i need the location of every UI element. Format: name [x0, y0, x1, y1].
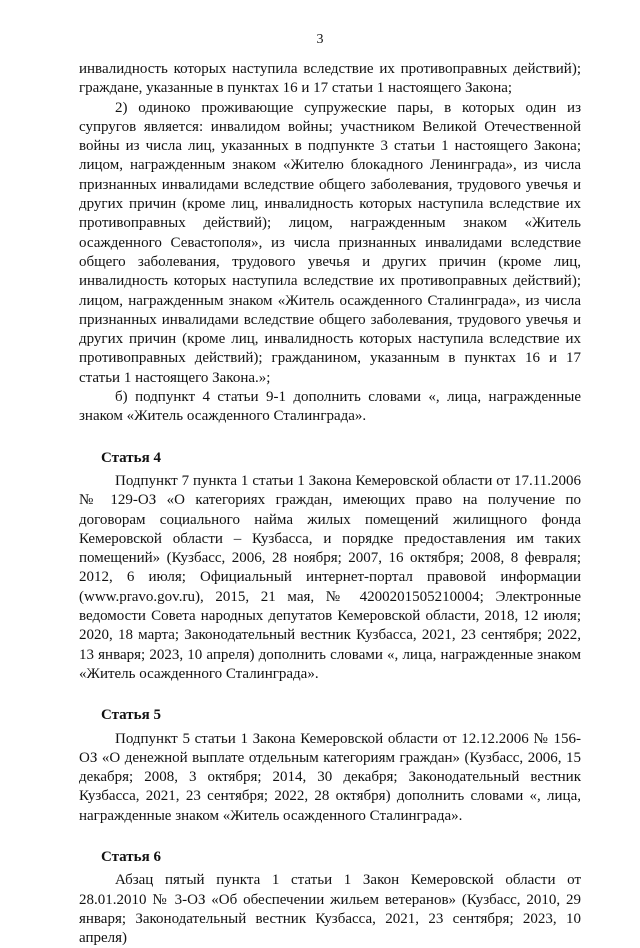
- article-heading: Статья 6: [101, 848, 161, 865]
- article-text: Подпункт 7 пункта 1 статьи 1 Закона Кемеровской области от 17.11.2006 № 129-ОЗ «О категориях граждан, имеющих право на получение по договорам социального найма жилых помещений жилищного фонда Кемеровской области – Кузбасса, и порядке предоставления им таких помещений» (Кузбасс, 2006, 28 ноября; 2007, 16 октября; 2008, 8 февраля; 2012, 6 июля; Официальный интернет-портал правовой информации (www.pravo.gov.ru), 2015, 21 мая, № 4200201505210004; Электронные ведомости Совета народных депутатов Кемеровской области, 2018, 12 июля; 2020, 18 марта; Законодательный вестник Кузбасса, 2021, 23 сентября; 2022, 13 января; 2023, 10 апреля) дополнить словами «, лица, награжденные знаком «Житель осажденного Сталинграда».: [79, 472, 581, 682]
- paragraph: б) подпункт 4 статьи 9-1 дополнить словами «, лица, награжденные знаком «Житель осажденного Сталинграда».: [79, 389, 581, 425]
- paragraph: инвалидность которых наступила вследствие их противоправных действий); граждане, указанные в пунктах 16 и 17 статьи 1 настоящего Закона;: [79, 61, 581, 97]
- page-number: 3: [316, 32, 324, 47]
- article-heading: Статья 5: [101, 707, 161, 724]
- article-text: Подпункт 5 статьи 1 Закона Кемеровской области от 12.12.2006 № 156-ОЗ «О денежной выплате отдельным категориям граждан» (Кузбасс, 2006, 15 декабря; 2008, 3 октября; 2014, 30 декабря; Законодательный вестник Кузбасса, 2021, 23 сентября; 2022, 28 октября) дополнить словами «, лица, награжденные знаком «Житель осажденного Сталинграда».: [79, 730, 581, 824]
- article-text: Абзац пятый пункта 1 статьи 1 Закон Кемеровской области от 28.01.2010 № 3-ОЗ «Об обеспечении жильем ветеранов» (Кузбасс, 2010, 29 января; Законодательный вестник Кузбасса, 2021, 23 сентября; 2023, 10 апреля): [79, 872, 581, 947]
- document-body: [79, 60, 581, 948]
- article-heading: Статья 4: [101, 449, 161, 466]
- paragraph: 2) одиноко проживающие супружеские пары, в которых один из супругов является: инвалидом войны; участником Великой Отечественной войны из числа лиц, указанных в подпункте 3 статьи 1 настоящего Закона; лицом, награжденным знаком «Жителю блокадного Ленинграда», из числа признанных инвалидами вследствие общего заболевания, трудового увечья и других причин (кроме лиц, инвалидность которых наступила вследствие их противоправных действий); лицом, награжденным знаком «Житель осажденного Севастополя», из числа признанных инвалидами вследствие общего заболевания, трудового увечья и других причин (кроме лиц, инвалидность которых наступила вследствие их противоправных действий); лицом, награжденным знаком «Житель осажденного Сталинграда», из числа признанных инвалидами вследствие общего заболевания, трудового увечья и других причин (кроме лиц, инвалидность которых наступила вследствие их противоправных действий); гражданином, указанным в пунктах 16 и 17 статьи 1 настоящего Закона.»;: [79, 99, 581, 386]
